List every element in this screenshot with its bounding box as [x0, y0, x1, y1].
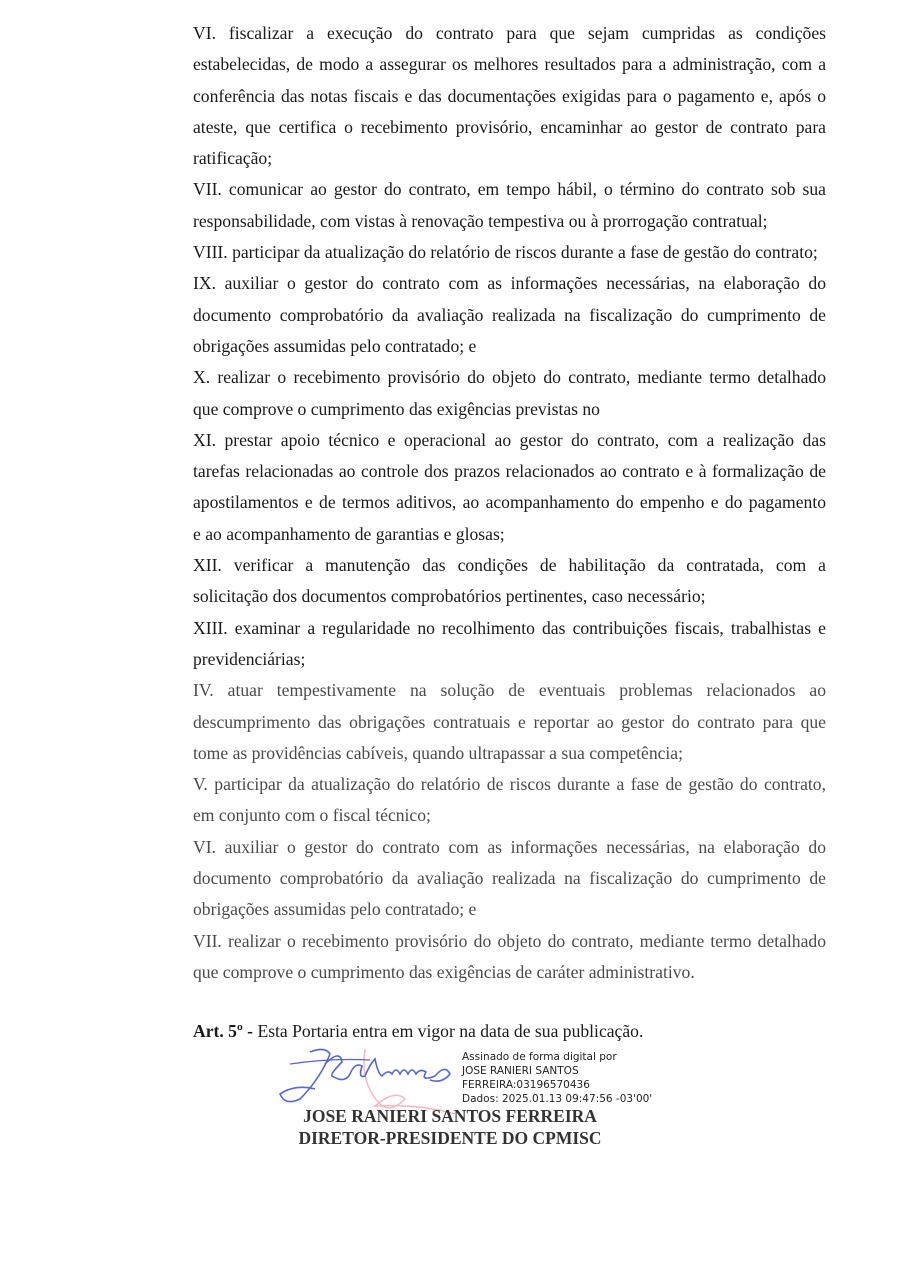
paragraph-line: obrigações assumidas pelo contratado; e: [193, 335, 477, 356]
paragraph-line: VII. realizar o recebimento provisório do objeto do contrato, mediante termo detalhado: [193, 930, 826, 951]
signature-line: Assinado de forma digital por: [462, 1051, 617, 1063]
paragraph-line: IX. auxiliar o gestor do contrato com as informações necessárias, na elaboração do: [193, 273, 826, 294]
paragraph: [193, 237, 826, 268]
paragraph-line: VIII. participar da atualização do relatório de riscos durante a fase de gestão do contrato;: [193, 242, 818, 263]
paragraph: [193, 926, 826, 989]
signer-title: DIRETOR-PRESIDENTE DO CPMISC: [298, 1128, 602, 1148]
paragraph-line: solicitação dos documentos comprobatórios pertinentes, caso necessário;: [193, 586, 706, 607]
paragraph-line: apostilamentos e de termos aditivos, ao acompanhamento do empenho e do pagamento: [193, 492, 826, 513]
paragraph-line: ratificação;: [193, 148, 273, 169]
paragraph: [193, 675, 826, 769]
paragraph: [193, 425, 826, 550]
paragraph-line: XIII. examinar a regularidade no recolhimento das contribuições fiscais, trabalhistas e: [193, 617, 826, 638]
handwritten-signature: [270, 1044, 470, 1114]
signature-line: FERREIRA:03196570436: [462, 1079, 590, 1091]
paragraph-line: ateste, que certifica o recebimento provisório, encaminhar ao gestor de contrato para: [193, 116, 826, 137]
paragraph-line: responsabilidade, com vistas à renovação tempestiva ou à prorrogação contratual;: [193, 210, 768, 231]
paragraph: [193, 18, 826, 174]
paragraph: [193, 550, 826, 613]
article-text: Esta Portaria entra em vigor na data de sua publicação.: [253, 1021, 644, 1041]
paragraph: [193, 613, 826, 676]
paragraph-line: VII. comunicar ao gestor do contrato, em tempo hábil, o término do contrato sob sua: [193, 179, 826, 200]
paragraph-line: conferência das notas fiscais e das documentações exigidas para o pagamento e, após o: [193, 85, 826, 106]
paragraph-line: e ao acompanhamento de garantias e glosas;: [193, 523, 505, 544]
article-label: Art. 5º -: [193, 1021, 254, 1041]
paragraph-line: em conjunto com o fiscal técnico;: [193, 805, 431, 826]
document-body: [193, 18, 826, 988]
paragraph-line: que comprove o cumprimento das exigências previstas no: [193, 398, 600, 419]
paragraph: [193, 769, 826, 832]
paragraph: [193, 832, 826, 926]
paragraph-line: IV. atuar tempestivamente na solução de eventuais problemas relacionados ao: [193, 680, 826, 701]
signer-name: JOSE RANIERI SANTOS FERREIRA: [303, 1106, 597, 1126]
paragraph-line: XII. verificar a manutenção das condições de habilitação da contratada, com a: [193, 555, 826, 576]
paragraph-line: que comprove o cumprimento das exigências de caráter administrativo.: [193, 961, 695, 982]
article-5: [193, 1021, 643, 1042]
paragraph-line: V. participar da atualização do relatório de riscos durante a fase de gestão do contrato,: [193, 774, 826, 795]
signature-line: Dados: 2025.01.13 09:47:56 -03'00': [462, 1093, 653, 1105]
paragraph-line: estabelecidas, de modo a assegurar os melhores resultados para a administração, com a: [193, 54, 826, 75]
paragraph-line: obrigações assumidas pelo contratado; e: [193, 899, 477, 920]
paragraph-line: tome as providências cabíveis, quando ultrapassar a sua competência;: [193, 742, 684, 763]
paragraph: [193, 362, 826, 425]
paragraph-line: VI. auxiliar o gestor do contrato com as informações necessárias, na elaboração do: [193, 836, 826, 857]
paragraph-line: descumprimento das obrigações contratuais e reportar ao gestor do contrato para que: [193, 711, 826, 732]
paragraph: [193, 174, 826, 237]
paragraph-line: documento comprobatório da avaliação realizada na fiscalização do cumprimento de: [193, 868, 826, 889]
paragraph-line: previdenciárias;: [193, 648, 306, 669]
signature-line: JOSE RANIERI SANTOS: [462, 1065, 579, 1077]
paragraph-line: XI. prestar apoio técnico e operacional ao gestor do contrato, com a realização das: [193, 429, 826, 450]
paragraph-line: documento comprobatório da avaliação realizada na fiscalização do cumprimento de: [193, 304, 826, 325]
digital-signature-stamp: [462, 1050, 652, 1106]
paragraph-line: X. realizar o recebimento provisório do objeto do contrato, mediante termo detalhado: [193, 367, 826, 388]
paragraph-line: VI. fiscalizar a execução do contrato para que sejam cumpridas as condições: [193, 23, 826, 43]
paragraph-line: tarefas relacionadas ao controle dos prazos relacionados ao contrato e à formalização de: [193, 461, 826, 482]
paragraph: [193, 268, 826, 362]
